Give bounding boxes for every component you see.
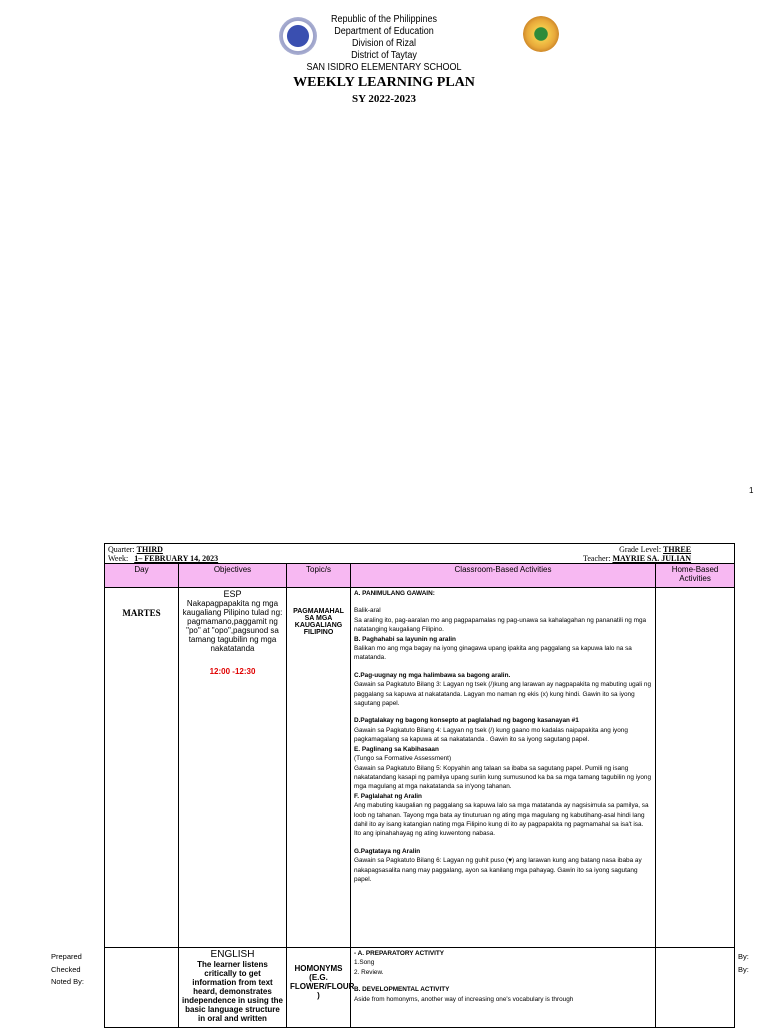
quarter-value: THIRD bbox=[136, 545, 163, 554]
col-day: Day bbox=[105, 564, 179, 588]
activity-line: B. DEVELOPMENTAL ACTIVITY bbox=[354, 986, 450, 994]
activity-line: Ang mabuting kaugalian ng paggalang sa kapuwa lalo sa mga matatanda ay nagsisimula sa pamilya, sa loob ng tahanan. Tayong mga bata ay tinuturuan ng ating mga magulang ng kabutihang-asal hindi lang dahil ito ay isang katangian nating mga Filipino kung di ito ay pagpapakita ng pagmamahal sa isa't isa. Ito ang ipinahahayag ng ating kuwentong nabasa. bbox=[354, 802, 649, 838]
table-row bbox=[105, 948, 735, 1028]
by-label-2: By: bbox=[738, 964, 749, 974]
day-cell bbox=[105, 948, 179, 1028]
activity-line: Balikan mo ang mga bagay na iyong ginagawa upang ipakita ang paggalang sa kapuwa lalo na sa matatanda. bbox=[354, 645, 632, 662]
grade-value: THREE bbox=[663, 545, 692, 554]
day-cell: MARTES bbox=[105, 588, 179, 948]
activity-line: Gawain sa Pagkatuto Bilang 3: Lagyan ng tsek (/)kung ang larawan ay nagpapakita ng mabuting ugali ng paggalang sa kapuwa at nakatatanda. Lagyan mo naman ng ekis (x) kung hindi. Gawin ito sa iyong sagutang papel. bbox=[354, 681, 652, 708]
week-value: 1– FEBRUARY 14, 2023 bbox=[134, 554, 219, 563]
activity-line bbox=[354, 977, 652, 985]
header-republic: Republic of the Philippines bbox=[330, 14, 438, 25]
table-row bbox=[105, 588, 735, 948]
activity-line: Gawain sa Pagkatuto Bilang 4: Lagyan ng tsek (/) kung gaano mo kadalas naipapakita ang iyong pagkamagalang sa kapuwa at sa nakatatanda . Gawin ito sa iyong sagutang papel. bbox=[354, 726, 628, 744]
prepared-label: Prepared bbox=[51, 952, 82, 961]
activity-line bbox=[354, 839, 652, 847]
header-school: SAN ISIDRO ELEMENTARY SCHOOL bbox=[306, 62, 462, 73]
noted-label: Noted By: bbox=[51, 977, 84, 986]
topic-cell: HOMONYMS (E.G. FLOWER/FLOUR ) bbox=[287, 948, 351, 1028]
activity-line: Sa araling ito, pag-aaralan mo ang pagpapamalas ng pag-unawa sa kahalagahan ng pananatili ng mga natatanging kaugaliang Filipino. bbox=[354, 616, 647, 634]
by-labels bbox=[738, 951, 749, 976]
activity-line: Gawain sa Pagkatuto Bilang 5: Kopyahin ang talaan sa ibaba sa sagutang papel. Pumili ng isang nakatatandang kasapi ng pamilya upang suriin kung sumusunod ka ba sa mga tamang tagubilin ng iyong mga magulang at mga nakatatanda sa in'yong tahanan. bbox=[354, 764, 652, 791]
meta-row-1 bbox=[105, 544, 735, 564]
page-title: WEEKLY LEARNING PLAN bbox=[293, 75, 475, 90]
activities-cell bbox=[351, 588, 656, 948]
col-classroom-activities: Classroom-Based Activities bbox=[351, 564, 656, 588]
col-objectives: Objectives bbox=[179, 564, 287, 588]
topic-cell: PAGMAMAHAL SA MGA KAUGALIANG FILIPINO bbox=[287, 588, 351, 948]
objective-cell bbox=[179, 588, 287, 948]
header-department: Department of Education bbox=[334, 26, 434, 37]
activity-line: 1.Song bbox=[354, 959, 375, 967]
activities-cell bbox=[351, 948, 656, 1028]
activity-line: A. PANIMULANG GAWAIN: bbox=[354, 590, 435, 597]
objective-cell bbox=[179, 948, 287, 1028]
activity-line bbox=[354, 598, 652, 606]
activity-line: Gawain sa Pagkatuto Bilang 6: Lagyan ng guhit puso (♥) ang larawan kung ang batang nasa ibaba ay nakapagsasalita nang may paggalang, ayon sa kanilang mga pahayag. Gawin ito sa iyong sagutang papel. bbox=[354, 857, 642, 883]
activity-line: E. Paglinang sa Kabihasaan bbox=[354, 745, 439, 753]
activity-line: (Tungo sa Formative Assessment) bbox=[354, 755, 452, 763]
home-activities-cell bbox=[656, 588, 735, 948]
activity-line: 2. Review. bbox=[354, 968, 384, 976]
header-division: Division of Rizal bbox=[351, 38, 417, 49]
teacher-label: Teacher: bbox=[583, 554, 611, 563]
activity-line bbox=[354, 663, 652, 671]
col-home-activities: Home-Based Activities bbox=[656, 564, 735, 588]
signatory-labels bbox=[51, 951, 84, 989]
week-label: Week: bbox=[108, 554, 129, 563]
activity-line: C.Pag-uugnay ng mga halimbawa sa bagong aralin. bbox=[354, 671, 511, 679]
subject-name: ESP bbox=[223, 589, 242, 599]
school-year: SY 2022-2023 bbox=[351, 93, 417, 105]
activity-line: - A. PREPARATORY ACTIVITY bbox=[354, 950, 445, 957]
by-label-1: By: bbox=[738, 952, 749, 961]
column-header-row bbox=[105, 564, 735, 588]
activity-line bbox=[354, 708, 652, 716]
grade-label: Grade Level: bbox=[619, 545, 662, 554]
time-slot: 12:00 -12:30 bbox=[209, 667, 256, 676]
page-number: 1 bbox=[749, 486, 754, 495]
objective-text: The learner listens critically to get information from text heard, demonstrates independence in using the basic language structure in oral and written bbox=[182, 960, 283, 1023]
activity-line: Balik-aral bbox=[354, 607, 381, 615]
activity-line: Aside from homonyms, another way of increasing one's vocabulary is through bbox=[354, 995, 574, 1003]
subject-name: ENGLISH bbox=[210, 949, 255, 960]
teacher-value: MAYRIE SA. JULIAN bbox=[612, 554, 692, 563]
activity-line: B. Paghahabi sa layunin ng aralin bbox=[354, 635, 456, 643]
objective-text: Nakapagpapakita ng mga kaugaliang Pilipino tulad ng: pagmamano,paggamit ng "po" at "opo",pagsunod sa tamang tagubilin ng mga nakatatanda bbox=[182, 599, 283, 653]
home-activities-cell bbox=[656, 948, 735, 1028]
col-topics: Topic/s bbox=[287, 564, 351, 588]
activity-line: F. Paglalahat ng Aralin bbox=[354, 792, 422, 800]
checked-label: Checked bbox=[51, 964, 81, 974]
activity-line: D.Pagtalakay ng bagong konsepto at paglalahad ng bagong kasanayan #1 bbox=[354, 717, 579, 725]
quarter-label: Quarter: bbox=[108, 545, 135, 554]
activity-line: G.Pagtataya ng Aralin bbox=[354, 847, 421, 855]
weekly-learning-plan-table bbox=[104, 543, 735, 1028]
header-district: District of Taytay bbox=[351, 50, 417, 61]
